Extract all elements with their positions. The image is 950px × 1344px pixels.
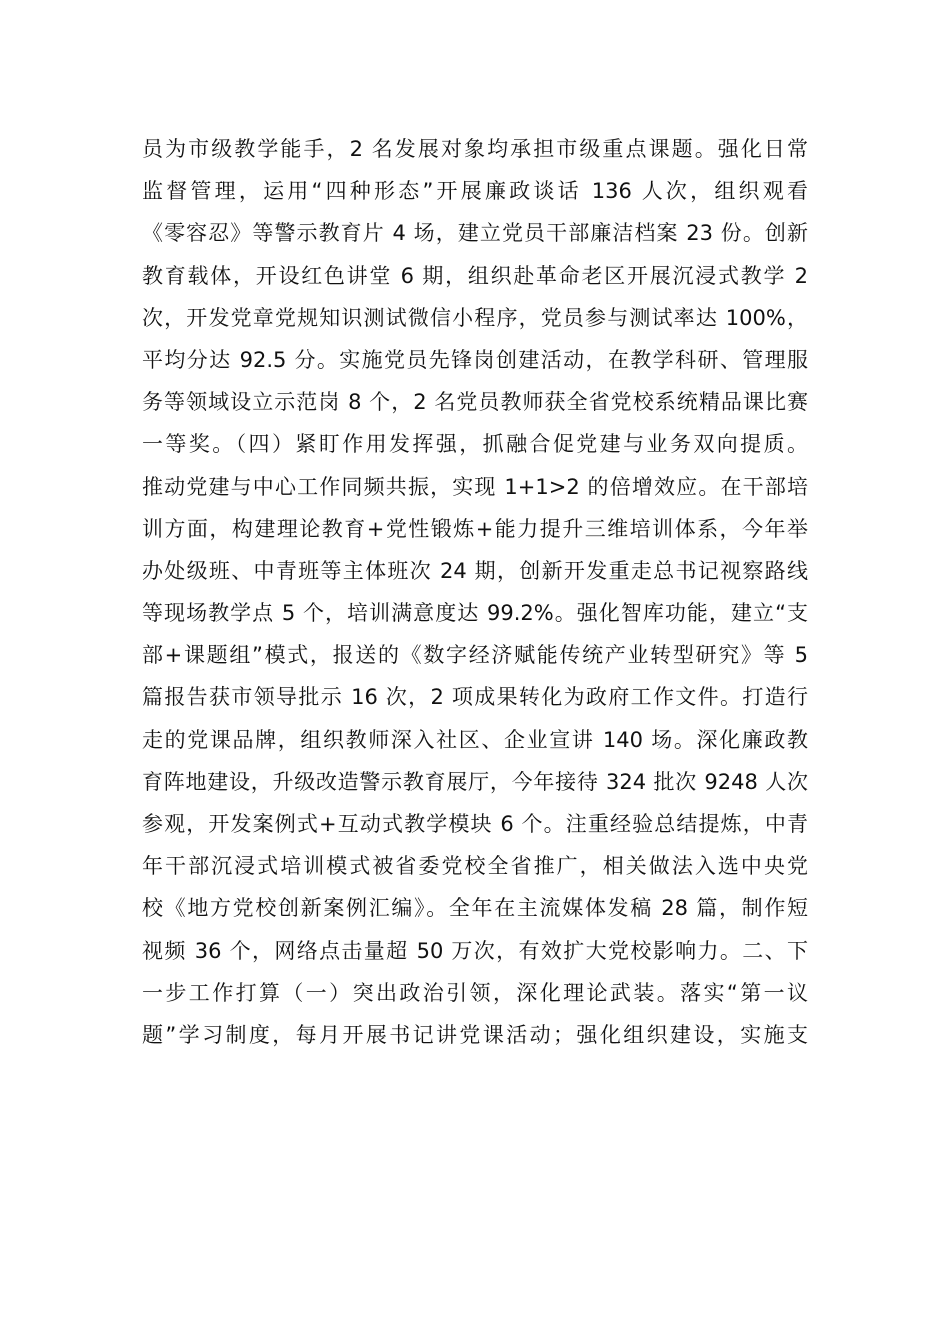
text-line-7: 务等领域设立示范岗 8 个，2 名党员教师获全省党校系统精品课比赛 xyxy=(142,390,808,415)
text-line-11: 办处级班、中青班等主体班次 24 期，创新开发重走总书记视察路线 xyxy=(142,558,808,583)
text-line-17: 参观，开发案例式+互动式教学模块 6 个。注重经验总结提炼，中青 xyxy=(142,812,808,836)
text-line-18: 年干部沉浸式培训模式被省委党校全省推广，相关做法入选中央党 xyxy=(142,854,808,879)
text-line-2: 监督管理，运用“四种形态”开展廉政谈话 136 人次，组织观看 xyxy=(142,179,808,204)
text-line-3: 《零容忍》等警示教育片 4 场，建立党员干部廉洁档案 23 份。创新 xyxy=(142,221,808,246)
body-paragraph xyxy=(142,128,808,1056)
text-line-14: 篇报告获市领导批示 16 次，2 项成果转化为政府工作文件。打造行 xyxy=(142,685,808,710)
text-line-6: 平均分达 92.5 分。实施党员先锋岗创建活动，在教学科研、管理服 xyxy=(142,347,808,372)
text-line-15: 走的党课品牌，组织教师深入社区、企业宣讲 140 场。深化廉政教 xyxy=(142,727,808,752)
text-line-8: 一等奖。（四）紧盯作用发挥强，抓融合促党建与业务双向提质。 xyxy=(142,432,808,457)
text-line-12: 等现场教学点 5 个，培训满意度达 99.2%。强化智库功能，建立“支 xyxy=(142,601,808,626)
text-line-1: 员为市级教学能手，2 名发展对象均承担市级重点课题。强化日常 xyxy=(142,137,808,161)
text-line-20: 视频 36 个，网络点击量超 50 万次，有效扩大党校影响力。二、下 xyxy=(142,938,808,963)
text-line-19: 校《地方党校创新案例汇编》。全年在主流媒体发稿 28 篇，制作短 xyxy=(142,896,808,921)
text-line-22: 题”学习制度，每月开展书记讲党课活动；强化组织建设，实施支 xyxy=(142,1022,808,1047)
text-line-9: 推动党建与中心工作同频共振，实现 1+1>2 的倍增效应。在干部培 xyxy=(142,474,808,499)
text-line-10: 训方面，构建理论教育+党性锻炼+能力提升三维培训体系，今年举 xyxy=(142,516,808,541)
text-line-21: 一步工作打算（一）突出政治引领，深化理论武装。落实“第一议 xyxy=(142,980,808,1005)
text-line-13: 部+课题组”模式，报送的《数字经济赋能传统产业转型研究》等 5 xyxy=(142,643,808,668)
text-line-5: 次，开发党章党规知识测试微信小程序，党员参与测试率达 100%， xyxy=(142,305,808,330)
text-line-16: 育阵地建设，升级改造警示教育展厅，今年接待 324 批次 9248 人次 xyxy=(142,769,808,794)
text-line-4: 教育载体，开设红色讲堂 6 期，组织赴革命老区开展沉浸式教学 2 xyxy=(142,263,808,288)
